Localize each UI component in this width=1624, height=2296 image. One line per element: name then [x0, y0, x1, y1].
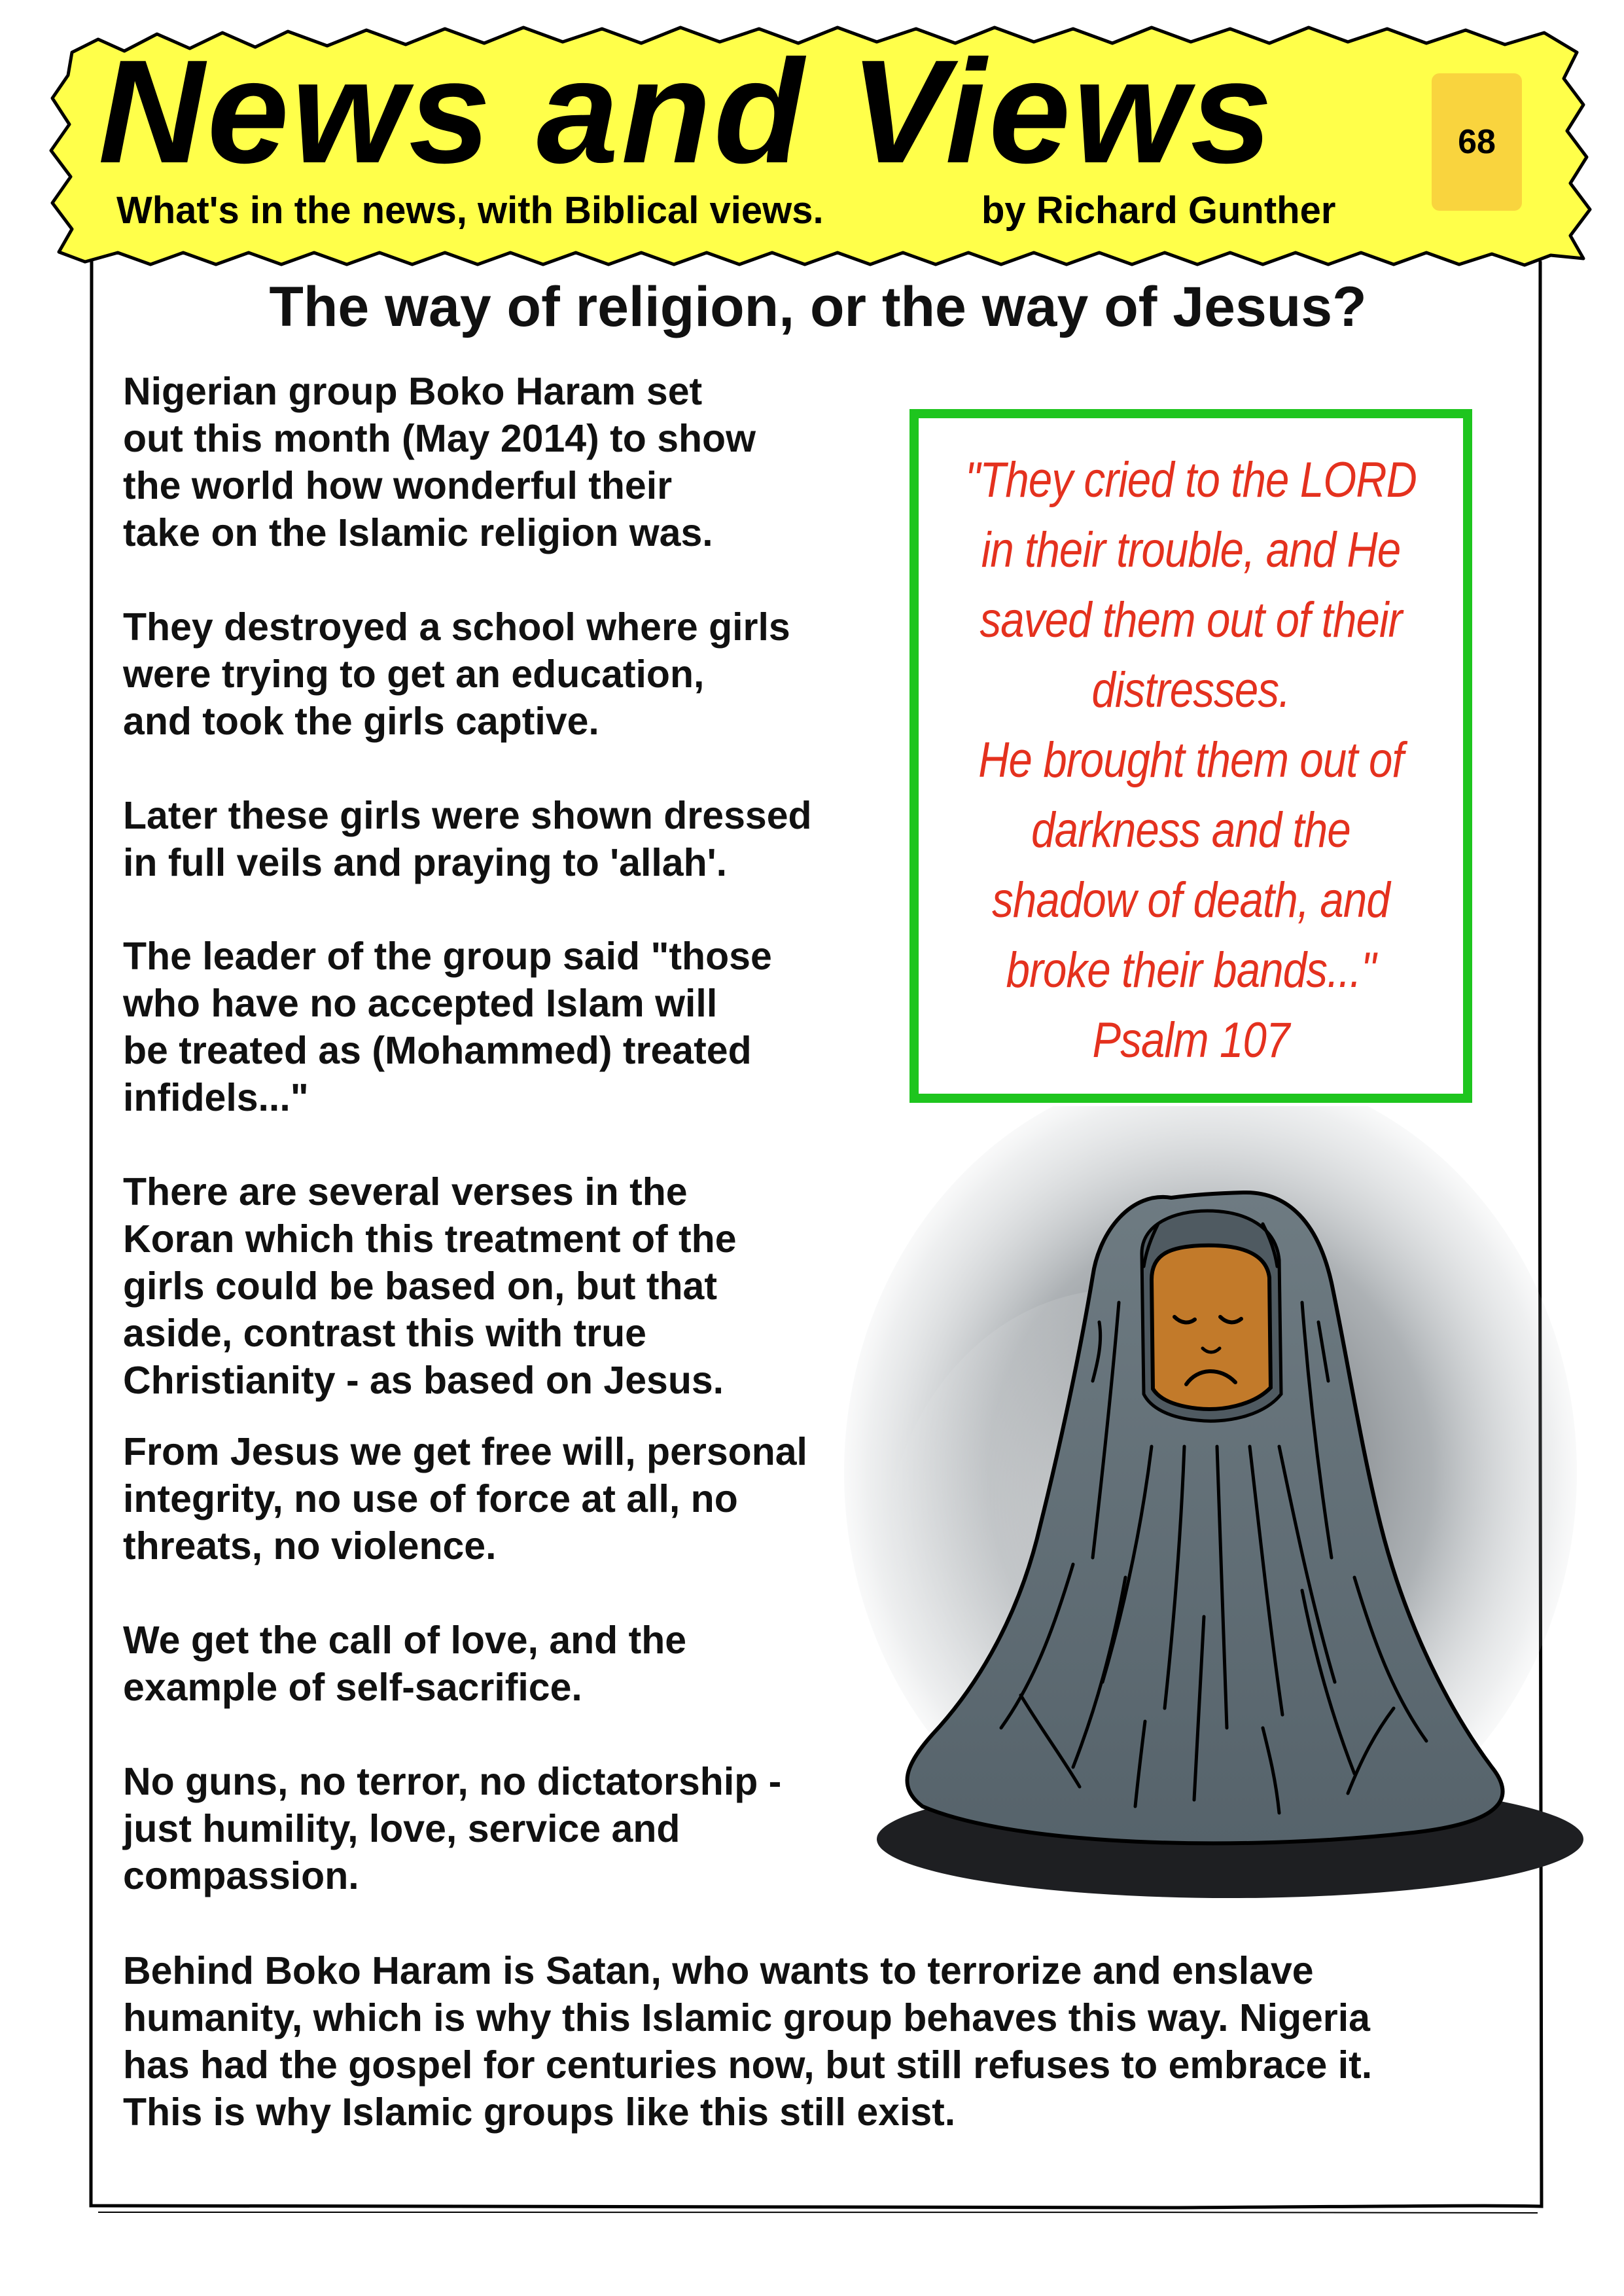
article-headline: The way of religion, or the way of Jesus? [269, 276, 1367, 338]
face [1152, 1246, 1271, 1409]
article-paragraph: We get the call of love, and the example of self-sacrifice. [123, 1619, 687, 1709]
article-paragraph: From Jesus we get free will, personal integrity, no use of force at all, no threats, no violence. [123, 1430, 807, 1568]
article-paragraph: No guns, no terror, no dictatorship - just humility, love, service and compassion. [123, 1760, 782, 1897]
article-paragraph: Nigerian group Boko Haram set out this month (May 2014) to show the world how wonderful their take on the Islamic religion was. [123, 370, 756, 554]
article-paragraph: There are several verses in the Koran which this treatment of the girls could be based on, but that aside, contrast this with true Christianity - as based on Jesus. [123, 1170, 737, 1402]
veiled-figure-illustration [844, 1106, 1583, 1957]
author-byline: by Richard Gunther [981, 189, 1336, 232]
page-number-badge: 68 [1432, 73, 1522, 211]
newsletter-subtitle: What's in the news, with Biblical views. [116, 189, 824, 232]
article-paragraph: Later these girls were shown dressed in full veils and praying to 'allah'. [123, 794, 812, 884]
frame-bottom-shadow [98, 2212, 1538, 2213]
newsletter-title: News and Views [98, 29, 1275, 194]
article-conclusion: Behind Boko Haram is Satan, who wants to terrorize and enslave humanity, which is why this Islamic group behaves this way. Nigeria has had the gospel for centuries now, but still refuses to embrace it. This is why Islamic groups like this still exist. [123, 1949, 1373, 2134]
article-paragraph: They destroyed a school where girls were trying to get an education, and took the girls captive. [123, 605, 790, 743]
article-paragraph: The leader of the group said "those who have no accepted Islam will be treated as (Mohammed) treated infidels..." [123, 935, 772, 1119]
scripture-quote-text: "They cried to the LORD in their trouble, and He saved them out of their distresses. He brought them out of darkness and the shadow of death, and broke their bands..." Psalm 107 [965, 452, 1417, 1068]
